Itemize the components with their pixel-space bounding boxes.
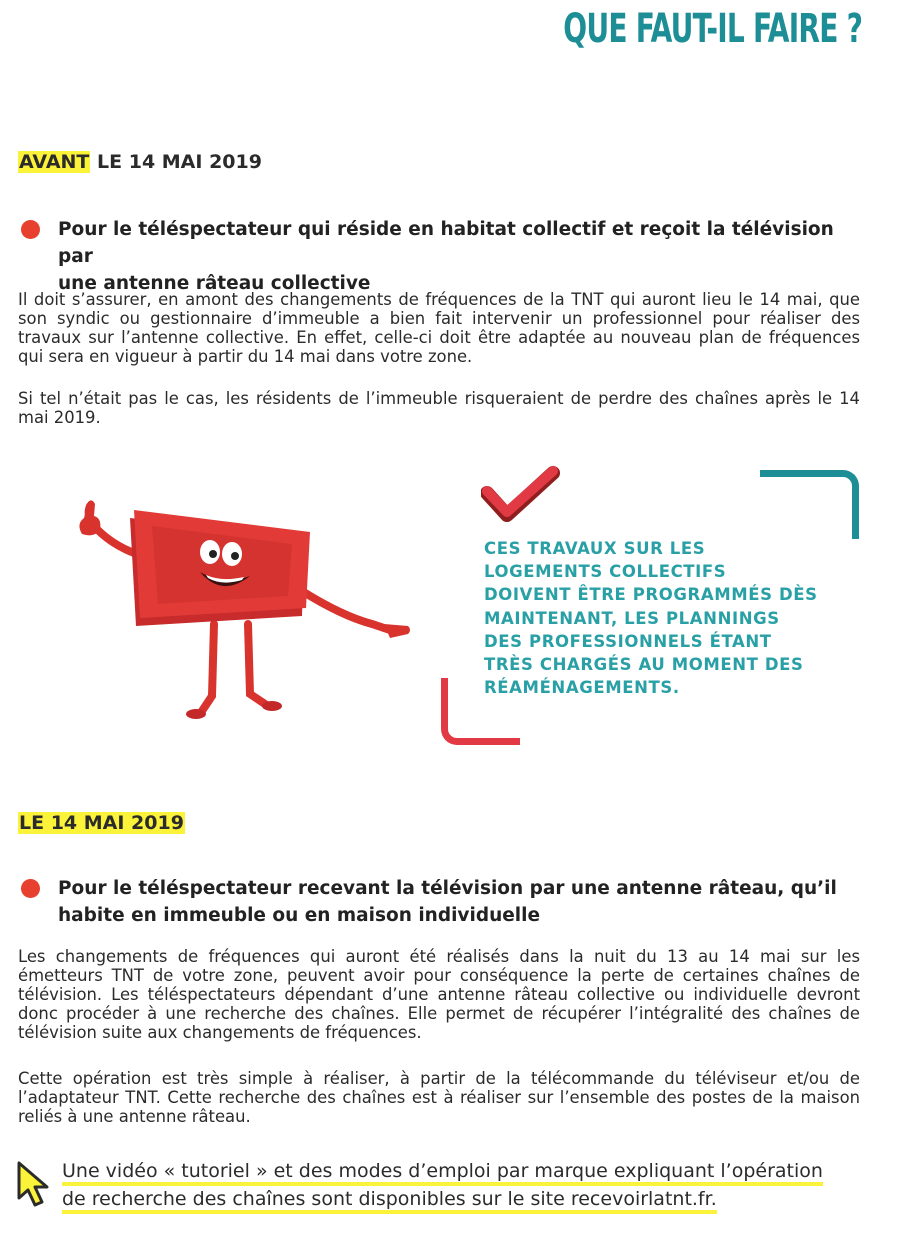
cursor-arrow-icon — [15, 1160, 51, 1208]
bullet-title-line: Pour le téléspectateur recevant la télévision par une antenne râteau, qu’il — [58, 878, 837, 899]
page-title: QUE FAUT-IL FAIRE ? — [563, 6, 862, 52]
red-dot-bullet-icon — [21, 220, 40, 239]
heading-highlight: LE 14 MAI 2019 — [19, 812, 184, 834]
tutorial-link-text[interactable] — [62, 1157, 823, 1213]
paragraph: Cette opération est très simple à réaliser, à partir de la télécommande du téléviseur et/ou de l’adaptateur TNT. Cette recherche des chaînes est à réaliser sur l’ensemble des postes de la maison reliés à une antenne râteau. — [18, 1069, 860, 1126]
paragraph: Les changements de fréquences qui auront été réalisés dans la nuit du 13 au 14 mai sur les émetteurs TNT de votre zone, peuvent avoir pour conséquence la perte de certaines chaînes de télévision. Les téléspectateurs dépendant d’une antenne râteau collective ou individuelle devront donc procéder à une recherche des chaînes. Elle permet de récupérer l’intégralité des chaînes de télévision suite aux changements de fréquences. — [18, 947, 860, 1042]
callout-line: CES TRAVAUX SUR LES — [484, 539, 706, 558]
bullet-title-line: habite en immeuble ou en maison individuelle — [58, 905, 541, 926]
bullet-title — [58, 875, 848, 929]
heading-rest: LE 14 MAI 2019 — [90, 151, 262, 173]
link-line[interactable]: Une vidéo « tutoriel » et des modes d’emploi par marque expliquant l’opération — [62, 1160, 823, 1186]
callout-line: MAINTENANT, LES PLANNINGS — [484, 608, 780, 628]
bullet-collective — [18, 216, 848, 297]
section-heading-may14 — [18, 812, 185, 834]
callout-line: DES PROFESSIONNELS ÉTANT — [484, 631, 772, 651]
callout-text — [484, 537, 854, 699]
bullet-title-line: Pour le téléspectateur qui réside en habitat collectif et reçoit la télévision par — [58, 219, 834, 267]
bullet-title-line: une antenne râteau collective — [58, 273, 371, 294]
callout-line: DOIVENT ÊTRE PROGRAMMÉS DÈS — [484, 585, 818, 605]
bullet-title — [58, 216, 848, 297]
link-line[interactable]: de recherche des chaînes sont disponibles sur le site recevoirlatnt.fr. — [62, 1188, 717, 1214]
check-icon — [481, 465, 561, 523]
section-heading-before — [18, 151, 262, 173]
callout-line: TRÈS CHARGÉS AU MOMENT DES — [484, 655, 804, 675]
heading-highlight: AVANT — [19, 151, 90, 173]
callout-line: LOGEMENTS COLLECTIFS — [484, 562, 727, 582]
paragraph: Si tel n’était pas le cas, les résidents de l’immeuble risqueraient de perdre des chaînes après le 14 mai 2019. — [18, 389, 860, 427]
paragraph: Il doit s’assurer, en amont des changements de fréquences de la TNT qui auront lieu le 14 mai, que son syndic ou gestionnaire d’immeuble a bien fait intervenir un professionnel pour réaliser des travaux sur l’antenne collective. En effet, celle-ci doit être adaptée au nouveau plan de fréquences qui sera en vigueur à partir du 14 mai dans votre zone. — [18, 290, 860, 366]
bullet-all-antenna — [18, 875, 848, 929]
tv-mascot-illustration — [72, 496, 417, 731]
teal-corner-bracket — [760, 470, 859, 539]
callout-line: RÉAMÉNAGEMENTS. — [484, 678, 680, 698]
red-dot-bullet-icon — [21, 879, 40, 898]
